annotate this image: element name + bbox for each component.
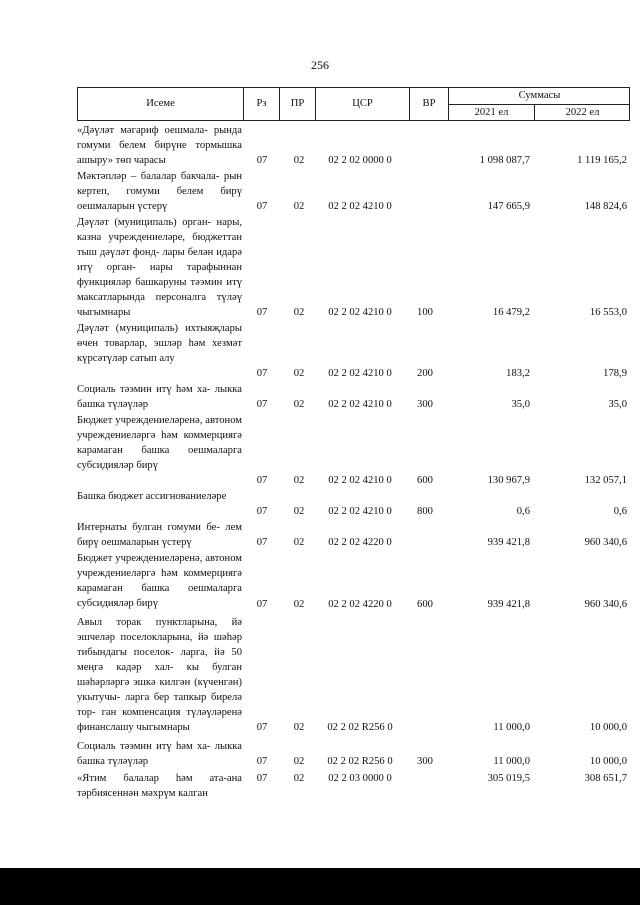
row-pr: 02 (293, 399, 305, 410)
header-name: Исеме (146, 98, 175, 109)
header-rz: Рз (256, 98, 267, 109)
row-csr: 02 2 02 R256 0 (327, 722, 393, 733)
row-pr: 02 (293, 155, 305, 166)
row-rz: 07 (256, 756, 268, 767)
row-csr: 02 2 02 R256 0 (327, 756, 393, 767)
row-name: Социаль тәэмин итү һәм ха- лыкка башка түләүләр (77, 741, 242, 767)
row-name: Авыл торак пунктларына, йә эшчеләр поселокларына, йә шәһәр тибындагы поселок- ларга, йә 50 меңгә кадәр хал- кы булган шәһәрләргә эшкә килгән (күченгән) укытучы- ларга бер тапкыр бирелә тор- ган компенсация түләүләренә финанслашу чыгымнары (77, 617, 242, 733)
row-sum-2022: 0,6 (613, 506, 627, 517)
row-name: Социаль тәэмин итү һәм ха- лыкка башка түләүләр (77, 384, 242, 410)
row-rz: 07 (256, 307, 268, 318)
row-rz: 07 (256, 506, 268, 517)
table-row (77, 123, 630, 168)
row-sum-2021: 1 098 087,7 (479, 155, 530, 166)
row-pr: 02 (293, 756, 305, 767)
row-sum-2022: 1 119 165,2 (577, 155, 627, 166)
row-pr: 02 (293, 475, 305, 486)
row-name: «Дәүләт мәгариф оешмала- рында гомуми белем бирүне тормышка ашыру» төп чарасы (77, 125, 242, 166)
table-row (77, 615, 630, 735)
row-rz: 07 (256, 155, 268, 166)
table-row (77, 215, 630, 320)
row-sum-2021: 0,6 (516, 506, 530, 517)
row-vr: 200 (417, 368, 433, 379)
row-pr: 02 (293, 201, 305, 212)
row-name: Интернаты булган гомуми бе- лем бирү оешмаларын үстерү (77, 522, 242, 548)
row-name: Бюджет учреждениеләренә, автоном учреждениеләргә һәм коммерциягә карамаган башка оешмаларга субсидияләр бирү (77, 415, 242, 471)
row-pr: 02 (293, 506, 305, 517)
page-number: 256 (311, 58, 329, 72)
row-sum-2021: 939 421,8 (487, 537, 530, 548)
header-csr: ЦСР (352, 98, 373, 109)
row-csr: 02 2 02 0000 0 (328, 155, 392, 166)
row-sum-2022: 35,0 (608, 399, 627, 410)
row-name: Бюджет учреждениеләренә, автоном учреждениеләргә һәм коммерциягә карамаган башка оешмаларга субсидияләр бирү (77, 553, 242, 609)
row-sum-2021: 35,0 (511, 399, 530, 410)
row-pr: 02 (293, 773, 305, 784)
row-vr: 600 (417, 599, 433, 610)
header-divider (449, 104, 629, 105)
row-pr: 02 (293, 722, 305, 733)
header-year-2022: 2022 ел (565, 107, 600, 118)
row-pr: 02 (293, 368, 305, 379)
row-csr: 02 2 03 0000 0 (328, 773, 392, 784)
row-rz: 07 (256, 537, 268, 548)
row-name: Мәктәпләр – балалар бакчала- рын кертеп, гомуми белем бирү оешмаларын үстерү (77, 171, 242, 212)
row-csr: 02 2 02 4210 0 (328, 506, 392, 517)
header-sums: Суммасы (518, 90, 561, 101)
row-csr: 02 2 02 4220 0 (328, 537, 392, 548)
header-vr: ВР (422, 98, 436, 109)
row-sum-2022: 132 057,1 (584, 475, 627, 486)
row-rz: 07 (256, 773, 268, 784)
row-name: Башка бюджет ассигнованиеләре (77, 491, 227, 502)
row-sum-2021: 130 967,9 (487, 475, 530, 486)
row-csr: 02 2 02 4210 0 (328, 307, 392, 318)
row-sum-2022: 148 824,6 (584, 201, 627, 212)
header-pr: ПР (290, 98, 305, 109)
row-name: Дәүләт (муниципаль) ихтыяҗлары өчен товарлар, эшләр һәм хезмәт күрсәтүләр сатып алу (77, 323, 242, 364)
row-vr: 100 (417, 307, 433, 318)
row-sum-2021: 147 665,9 (487, 201, 530, 212)
table-row (77, 739, 630, 769)
scan-border (0, 868, 640, 905)
row-sum-2022: 16 553,0 (589, 307, 627, 318)
row-name: «Ятим балалар һәм ата-ана тәрбиясеннән мәхрүм калган (77, 773, 242, 799)
row-rz: 07 (256, 722, 268, 733)
table-row (77, 382, 630, 412)
row-sum-2022: 308 651,7 (584, 773, 627, 784)
row-sum-2021: 305 019,5 (487, 773, 530, 784)
table-row (77, 520, 630, 550)
row-pr: 02 (293, 307, 305, 318)
row-vr: 600 (417, 475, 433, 486)
table-row (77, 551, 630, 612)
row-csr: 02 2 02 4210 0 (328, 475, 392, 486)
row-sum-2022: 960 340,6 (584, 537, 627, 548)
row-sum-2022: 10 000,0 (589, 722, 627, 733)
row-sum-2022: 178,9 (603, 368, 627, 379)
row-name: Дәүләт (муниципаль) орган- нары, казна учреждениеләре, бюджеттан тыш дәүләт фонд- лары белән идарә итү орган- нары тарафыннан функцияләр башкаруны тәэмин итү максатларында персоналга түләү чыгымнары (77, 217, 242, 318)
table-row (77, 321, 630, 381)
table-row (77, 169, 630, 214)
row-rz: 07 (256, 599, 268, 610)
row-pr: 02 (293, 537, 305, 548)
row-sum-2021: 939 421,8 (487, 599, 530, 610)
row-sum-2022: 960 340,6 (584, 599, 627, 610)
row-vr: 800 (417, 506, 433, 517)
row-sum-2021: 183,2 (506, 368, 530, 379)
header-year-2021: 2021 ел (474, 107, 509, 118)
row-sum-2022: 10 000,0 (589, 756, 627, 767)
row-csr: 02 2 02 4220 0 (328, 599, 392, 610)
row-rz: 07 (256, 399, 268, 410)
table-header (77, 87, 630, 121)
row-sum-2021: 11 000,0 (493, 756, 530, 767)
row-csr: 02 2 02 4210 0 (328, 368, 392, 379)
table-row (77, 771, 630, 801)
row-rz: 07 (256, 368, 268, 379)
row-csr: 02 2 02 4210 0 (328, 201, 392, 212)
row-sum-2021: 11 000,0 (493, 722, 530, 733)
row-rz: 07 (256, 475, 268, 486)
row-vr: 300 (417, 399, 433, 410)
row-rz: 07 (256, 201, 268, 212)
row-vr: 300 (417, 756, 433, 767)
table-row (77, 489, 630, 519)
row-sum-2021: 16 479,2 (492, 307, 530, 318)
row-pr: 02 (293, 599, 305, 610)
row-csr: 02 2 02 4210 0 (328, 399, 392, 410)
table-row (77, 413, 630, 488)
